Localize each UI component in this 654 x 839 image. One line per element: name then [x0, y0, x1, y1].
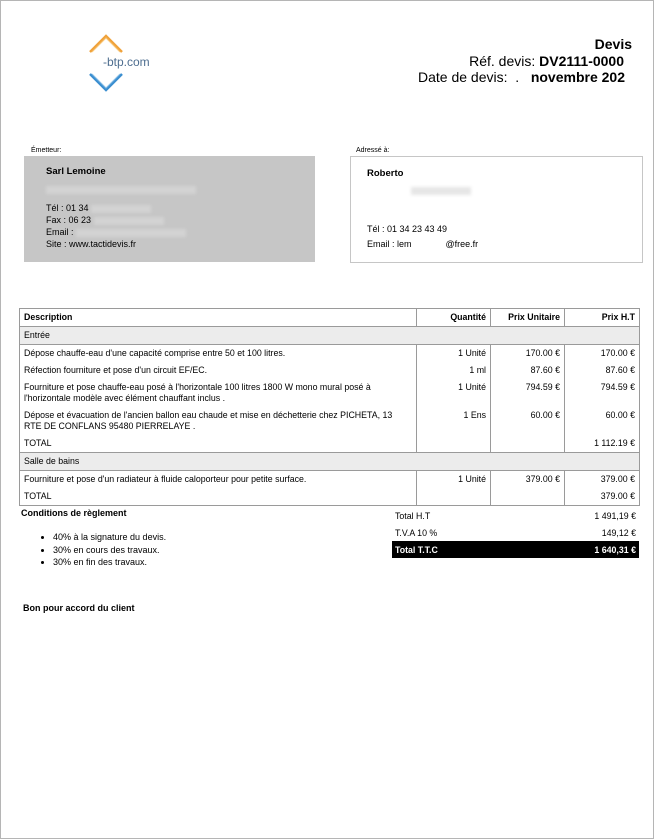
- row-total: 60.00 €: [565, 407, 640, 435]
- row-quantity: 1 ml: [417, 362, 491, 379]
- col-unit-price-header: Prix Unitaire: [491, 309, 565, 327]
- row-quantity: 1 Unité: [417, 345, 491, 363]
- row-description: Dépose et évacuation de l'ancien ballon eau chaude et mise en déchetterie chez PICHETA, 13 RTE DE CONFLANS 95480 PIERRELAYE .: [20, 407, 417, 435]
- section-name: Entrée: [20, 327, 640, 345]
- recipient-tel: Tél : 01 34 23 43 49: [367, 224, 448, 234]
- section-row-entree: [20, 327, 640, 345]
- section-total-row: [20, 488, 640, 506]
- section-row-salle-de-bains: [20, 453, 640, 471]
- section-name: Salle de bains: [20, 453, 640, 471]
- totals-table: [392, 507, 639, 558]
- total-ht-row: [392, 507, 639, 524]
- payment-conditions-title: Conditions de règlement: [21, 508, 127, 518]
- row-total: 170.00 €: [565, 345, 640, 363]
- total-ht-label: Total H.T: [395, 510, 431, 521]
- row-total: 794.59 €: [565, 379, 640, 407]
- emitter-address-redacted: [46, 184, 196, 194]
- recipient-label: Adressé à:: [356, 147, 390, 154]
- row-unit-price: 379.00 €: [491, 471, 565, 489]
- row-total: 87.60 €: [565, 362, 640, 379]
- client-approval-label: Bon pour accord du client: [23, 603, 135, 613]
- quote-date: [418, 69, 625, 85]
- row-unit-price: 794.59 €: [491, 379, 565, 407]
- recipient-name: Roberto: [367, 168, 404, 179]
- table-row: [20, 471, 640, 489]
- ref-label: Réf. devis:: [469, 53, 536, 69]
- row-unit-price: 87.60 €: [491, 362, 565, 379]
- emitter-fax-text: Fax : 06 23: [46, 215, 92, 225]
- tva-value: 149,12 €: [601, 527, 636, 538]
- tva-label: T.V.A 10 %: [395, 527, 438, 538]
- table-row: [20, 362, 640, 379]
- ref-value: DV2111-0000: [539, 53, 624, 69]
- emitter-email-text: Email :: [46, 227, 74, 237]
- date-mid: .: [515, 69, 520, 85]
- emitter-tel-text: Tél : 01 34: [46, 203, 89, 213]
- row-quantity: 1 Ens: [417, 407, 491, 435]
- col-quantity-header: Quantité: [417, 309, 491, 327]
- company-logo: [87, 34, 167, 94]
- row-description: Fourniture et pose d'un radiateur à fluide caloporteur pour petite surface.: [20, 471, 417, 489]
- total-ttc-value: 1 640,31 €: [517, 541, 639, 558]
- row-quantity: 1 Unité: [417, 379, 491, 407]
- quote-reference: [469, 53, 624, 69]
- quote-items-table: [19, 308, 640, 506]
- row-description: Dépose chauffe-eau d'une capacité comprise entre 50 et 100 litres.: [20, 345, 417, 363]
- recipient-email-suffix: @free.fr: [445, 239, 479, 249]
- table-row: [20, 345, 640, 363]
- total-ht-value: 1 491,19 €: [594, 510, 636, 521]
- date-label: Date de devis:: [417, 69, 508, 85]
- date-value: novembre 202: [530, 69, 625, 85]
- document-title: Devis: [594, 36, 632, 52]
- recipient-box: [350, 156, 643, 263]
- recipient-email: [367, 239, 478, 249]
- list-item: • 40% à la signature du devis.: [53, 531, 166, 544]
- section-total-value: 379.00 €: [565, 488, 640, 506]
- list-item: • 30% en fin des travaux.: [53, 556, 166, 569]
- emitter-box: [24, 156, 315, 262]
- emitter-label: Émetteur:: [31, 147, 62, 154]
- section-total-row: [20, 435, 640, 453]
- payment-conditions-list: [41, 531, 166, 569]
- row-unit-price: 170.00 €: [491, 345, 565, 363]
- emitter-site: Site : www.tactidevis.fr: [46, 239, 137, 249]
- logo-text: -btp.com: [103, 55, 150, 69]
- section-total-label: TOTAL: [20, 488, 417, 506]
- recipient-address-redacted: [411, 185, 471, 195]
- table-row: [20, 407, 640, 435]
- section-total-label: TOTAL: [20, 435, 417, 453]
- emitter-fax: [46, 215, 164, 225]
- row-total: 379.00 €: [565, 471, 640, 489]
- emitter-tel: [46, 203, 151, 213]
- table-header-row: [20, 309, 640, 327]
- row-description: Réfection fourniture et pose d'un circuit EF/EC.: [20, 362, 417, 379]
- total-ttc-label: Total T.T.C: [392, 541, 517, 558]
- total-ttc-row: [392, 541, 639, 558]
- section-total-value: 1 112.19 €: [565, 435, 640, 453]
- col-description-header: Description: [20, 309, 417, 327]
- tva-row: [392, 524, 639, 541]
- list-item: • 30% en cours des travaux.: [53, 544, 166, 557]
- emitter-name: Sarl Lemoine: [46, 166, 106, 177]
- col-total-header: Prix H.T: [565, 309, 640, 327]
- row-unit-price: 60.00 €: [491, 407, 565, 435]
- row-description: Fourniture et pose chauffe-eau posé à l'horizontale 100 litres 1800 W mono mural posé à l'horizontale modèle avec élément chauffant inclus .: [20, 379, 417, 407]
- recipient-email-prefix: Email : lem: [367, 239, 412, 249]
- table-row: [20, 379, 640, 407]
- row-quantity: 1 Unité: [417, 471, 491, 489]
- emitter-email: [46, 227, 186, 237]
